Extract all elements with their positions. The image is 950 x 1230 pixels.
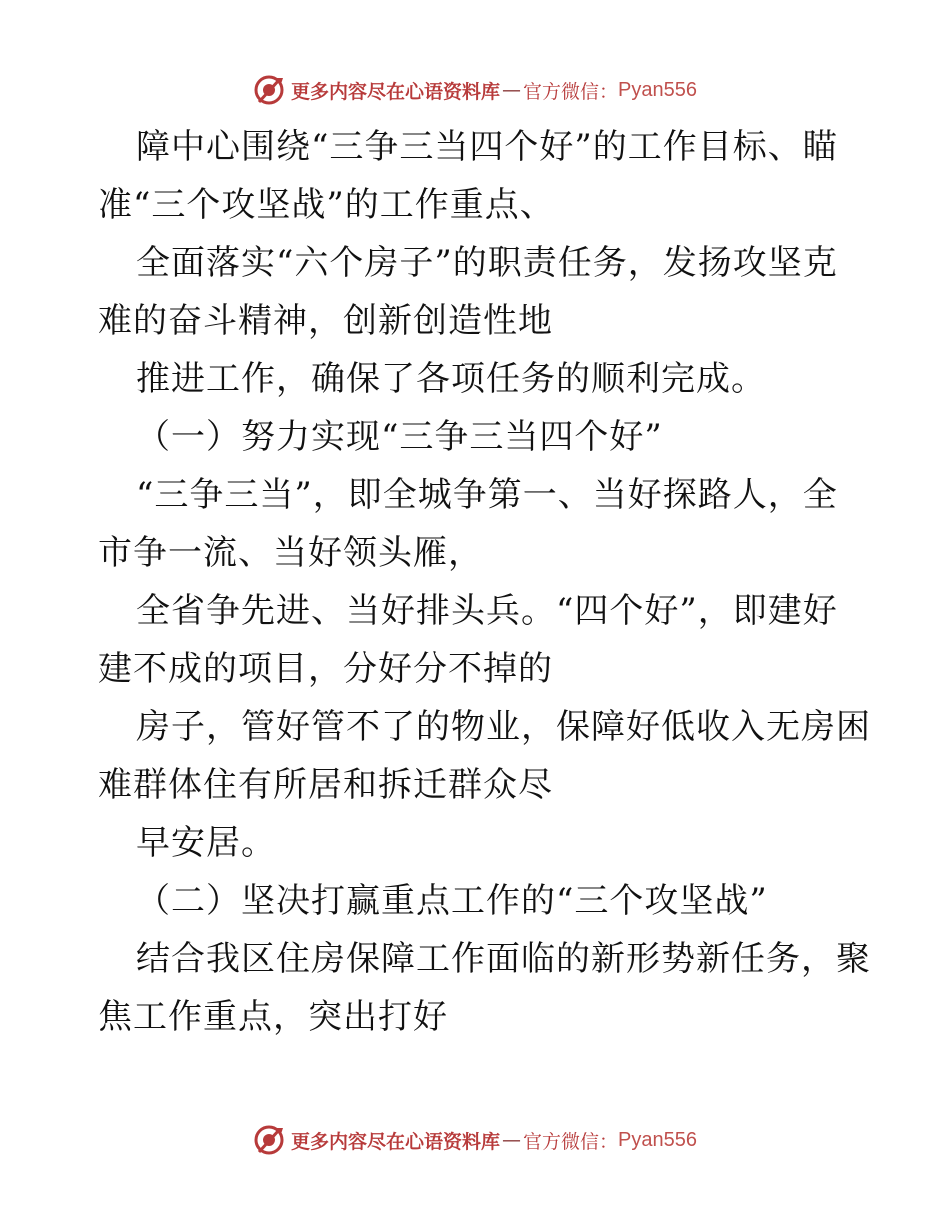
body-line: 障中心围绕“三争三当四个好”的工作目标、瞄 <box>136 127 838 167</box>
banner-main-text: 更多内容尽在心语资料库 <box>291 1130 501 1153</box>
body-line: 建不成的项目，分好分不掉的 <box>98 649 553 689</box>
header-watermark-banner <box>0 70 950 110</box>
banner-wechat-label: 官方微信： <box>523 1130 619 1153</box>
body-line: 难的奋斗精神，创新创造性地 <box>98 301 553 341</box>
body-line: 结合我区住房保障工作面临的新形势新任务，聚 <box>136 939 871 979</box>
body-line: 市争一流、当好领头雁， <box>98 533 483 573</box>
body-line: “三争三当”，即全城争第一、当好探路人，全 <box>136 475 838 515</box>
banner-wechat-label: 官方微信： <box>523 80 619 103</box>
document-body <box>98 118 871 1046</box>
body-line: 准“三个攻坚战”的工作重点、 <box>98 185 555 225</box>
brand-logo-icon <box>253 1124 285 1156</box>
banner-wechat-id: Pyan556 <box>618 78 697 101</box>
banner-main-text: 更多内容尽在心语资料库 <box>291 80 501 103</box>
body-line: 焦工作重点，突出打好 <box>98 997 448 1037</box>
footer-watermark-banner <box>0 1120 950 1160</box>
body-line: 推进工作，确保了各项任务的顺利完成。 <box>136 359 766 399</box>
brand-logo-icon <box>253 74 285 106</box>
section-heading: （一）努力实现“三争三当四个好” <box>136 417 663 457</box>
body-line: 早安居。 <box>136 823 276 863</box>
banner-dash: — <box>502 79 522 101</box>
body-line: 难群体住有所居和拆迁群众尽 <box>98 765 553 805</box>
section-heading: （二）坚决打赢重点工作的“三个攻坚战” <box>136 881 768 921</box>
body-line: 全省争先进、当好排头兵。“四个好”，即建好 <box>136 591 838 631</box>
banner-dash: — <box>502 1129 522 1151</box>
banner-wechat-id: Pyan556 <box>618 1128 697 1151</box>
body-line: 房子，管好管不了的物业，保障好低收入无房困 <box>136 707 871 747</box>
body-line: 全面落实“六个房子”的职责任务，发扬攻坚克 <box>136 243 838 283</box>
